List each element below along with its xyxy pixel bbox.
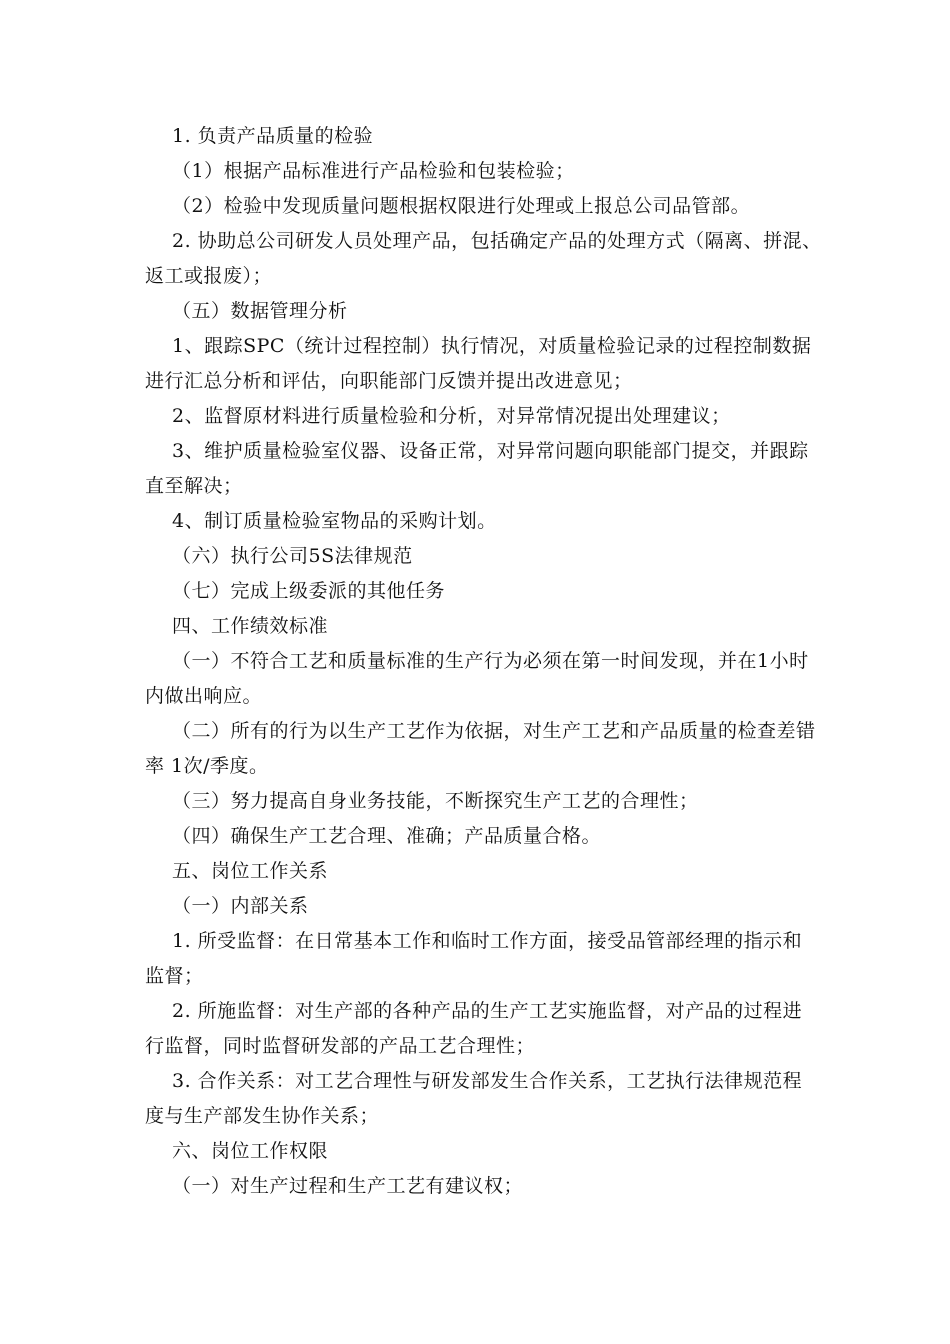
- text-line: 3. 合作关系：对工艺合理性与研发部发生合作关系，工艺执行法律规范程: [172, 1070, 803, 1092]
- text-line: （七）完成上级委派的其他任务: [172, 580, 446, 602]
- text-line: 2、监督原材料进行质量检验和分析，对异常情况提出处理建议；: [172, 405, 731, 427]
- text-line: 监督；: [145, 965, 204, 987]
- text-line: （六）执行公司5S法律规范: [172, 545, 413, 567]
- text-line: （一）不符合工艺和质量标准的生产行为必须在第一时间发现，并在1小时: [172, 650, 809, 672]
- text-line: （一）内部关系: [172, 895, 309, 917]
- text-line: 2. 所施监督：对生产部的各种产品的生产工艺实施监督，对产品的过程进: [172, 1000, 803, 1022]
- text-line: 率 1次/季度。: [145, 755, 269, 777]
- section-heading: 四、工作绩效标准: [172, 615, 329, 637]
- section-heading: 五、岗位工作关系: [172, 860, 329, 882]
- text-line: （二）所有的行为以生产工艺作为依据，对生产工艺和产品质量的检查差错: [172, 720, 816, 742]
- text-line: 2. 协助总公司研发人员处理产品，包括确定产品的处理方式（隔离、拼混、: [172, 230, 822, 252]
- text-line: 4、制订质量检验室物品的采购计划。: [172, 510, 497, 532]
- text-line: （一）对生产过程和生产工艺有建议权；: [172, 1175, 524, 1197]
- text-line: 行监督，同时监督研发部的产品工艺合理性；: [145, 1035, 536, 1057]
- text-line: 直至解决；: [145, 475, 243, 497]
- text-line: 内做出响应。: [145, 685, 263, 707]
- text-line: 3、维护质量检验室仪器、设备正常，对异常问题向职能部门提交，并跟踪: [172, 440, 809, 462]
- text-line: 1. 所受监督：在日常基本工作和临时工作方面，接受品管部经理的指示和: [172, 930, 803, 952]
- text-line: （1）根据产品标准进行产品检验和包装检验；: [172, 160, 575, 182]
- text-line: 1. 负责产品质量的检验: [172, 125, 374, 147]
- text-line: （三）努力提高自身业务技能，不断探究生产工艺的合理性；: [172, 790, 699, 812]
- text-line: 返工或报废）；: [145, 265, 273, 287]
- section-heading: 六、岗位工作权限: [172, 1140, 329, 1162]
- text-line: （五）数据管理分析: [172, 300, 348, 322]
- text-line: （四）确保生产工艺合理、准确；产品质量合格。: [172, 825, 602, 847]
- text-line: 进行汇总分析和评估，向职能部门反馈并提出改进意见；: [145, 370, 633, 392]
- text-line: 度与生产部发生协作关系；: [145, 1105, 380, 1127]
- text-line: （2）检验中发现质量问题根据权限进行处理或上报总公司品管部。: [172, 195, 751, 217]
- text-line: 1、跟踪SPC（统计过程控制）执行情况，对质量检验记录的过程控制数据: [172, 335, 812, 357]
